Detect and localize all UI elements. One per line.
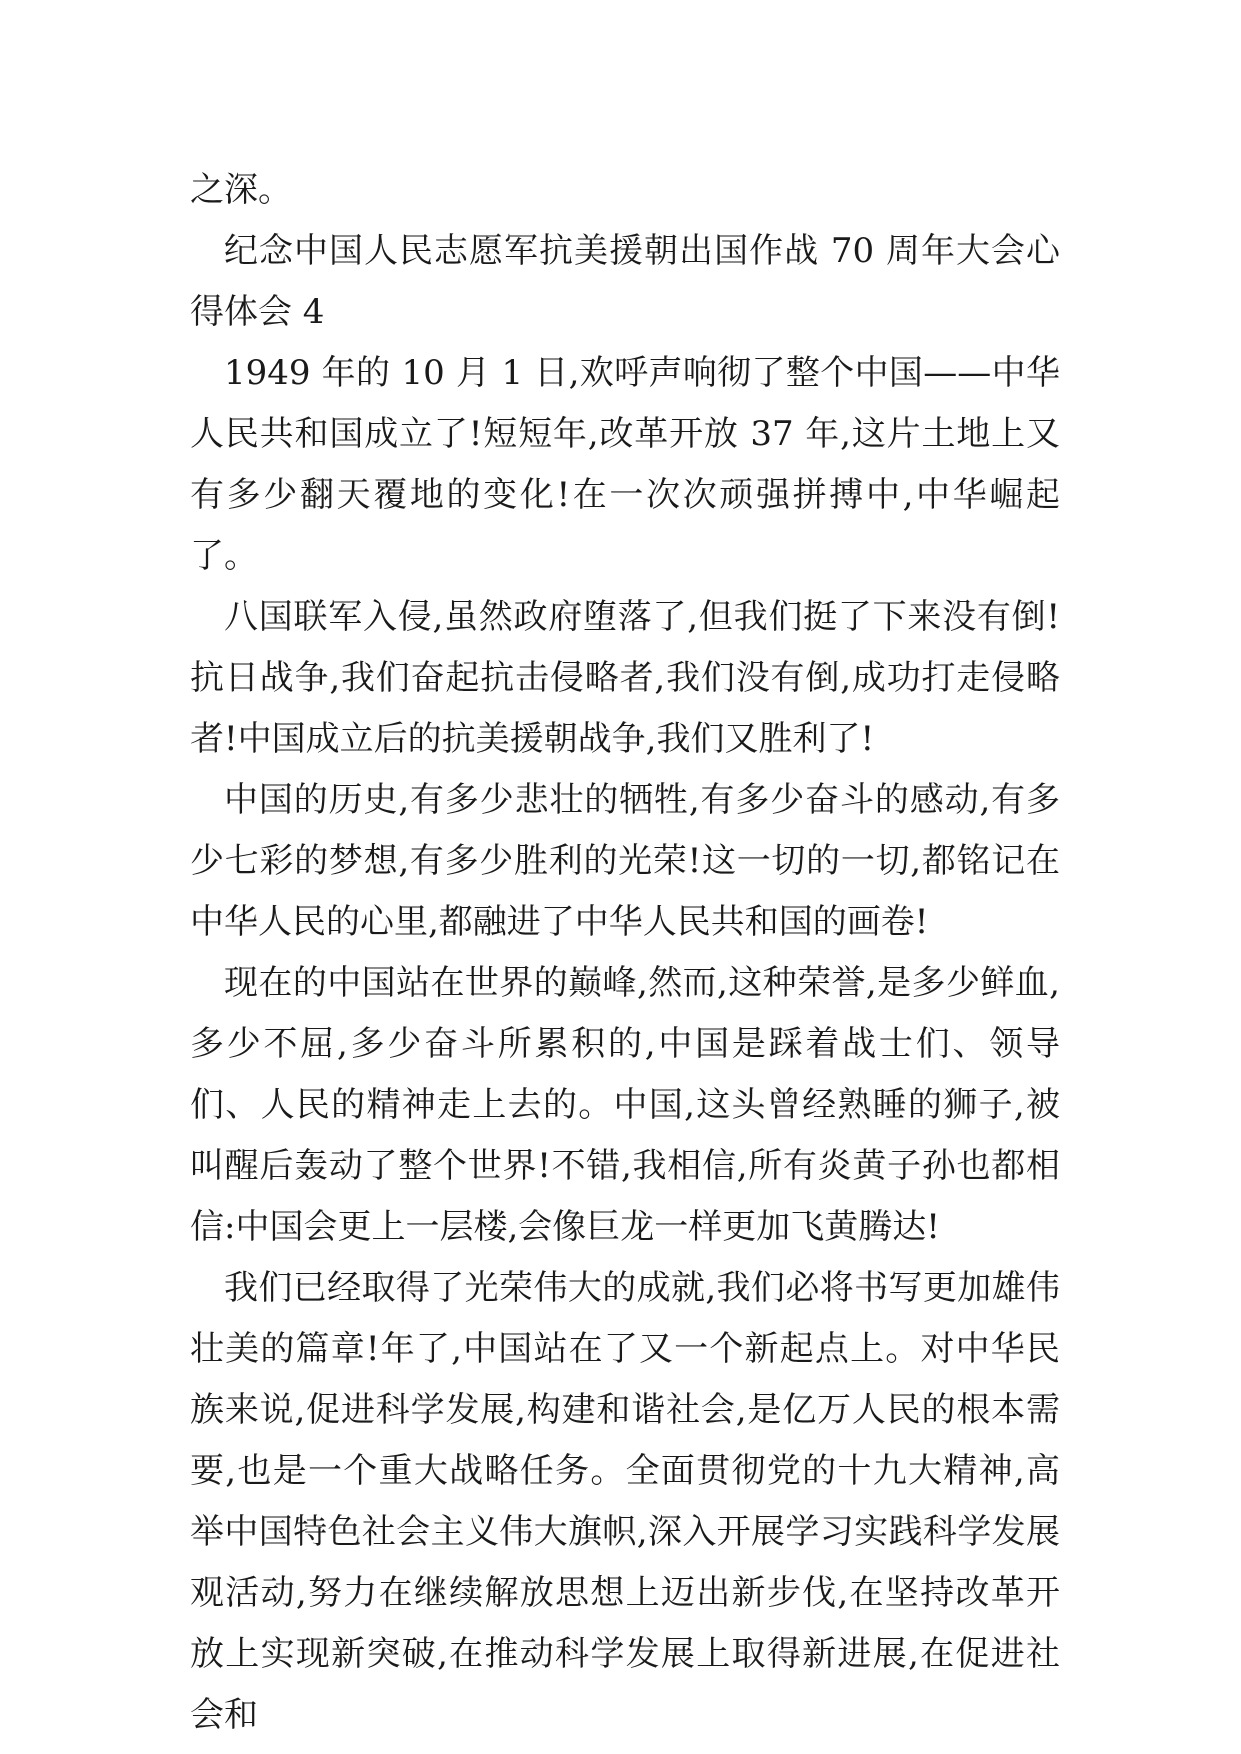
paragraph-history-reflection: 中国的历史,有多少悲壮的牺牲,有多少奋斗的感动,有多少七彩的梦想,有多少胜利的光荣!这一切的一切,都铭记在中华人民的心里,都融进了中华人民共和国的画卷! [190, 780, 1060, 942]
paragraph-history-wars: 八国联军入侵,虽然政府堕落了,但我们挺了下来没有倒!抗日战争,我们奋起抗击侵略者,我们没有倒,成功打走侵略者!中国成立后的抗美援朝战争,我们又胜利了! [190, 597, 1060, 759]
paragraph-future: 我们已经取得了光荣伟大的成就,我们必将书写更加雄伟壮美的篇章!年了,中国站在了又一个新起点上。对中华民族来说,促进科学发展,构建和谐社会,是亿万人民的根本需要,也是一个重大战略任务。全面贯彻党的十九大精神,高举中国特色社会主义伟大旗帜,深入开展学习实践科学发展观活动,努力在继续解放思想上迈出新步伐,在坚持改革开放上实现新突破,在推动科学发展上取得新进展,在促进社会和 [190, 1268, 1060, 1735]
document-body [190, 160, 1060, 1746]
paragraph-present-china: 现在的中国站在世界的巅峰,然而,这种荣誉,是多少鲜血,多少不屈,多少奋斗所累积的,中国是踩着战士们、领导们、人民的精神走上去的。中国,这头曾经熟睡的狮子,被叫醒后轰动了整个世界!不错,我相信,所有炎黄子孙也都相信:中国会更上一层楼,会像巨龙一样更加飞黄腾达! [190, 963, 1060, 1247]
paragraph-founding: 1949 年的 10 月 1 日,欢呼声响彻了整个中国——中华人民共和国成立了!短短年,改革开放 37 年,这片土地上又有多少翻天覆地的变化!在一次次顽强拼搏中,中华崛起了。 [190, 353, 1060, 576]
section-heading: 纪念中国人民志愿军抗美援朝出国作战 70 周年大会心得体会 4 [190, 231, 1060, 332]
paragraph-continuation: 之深。 [190, 170, 292, 210]
